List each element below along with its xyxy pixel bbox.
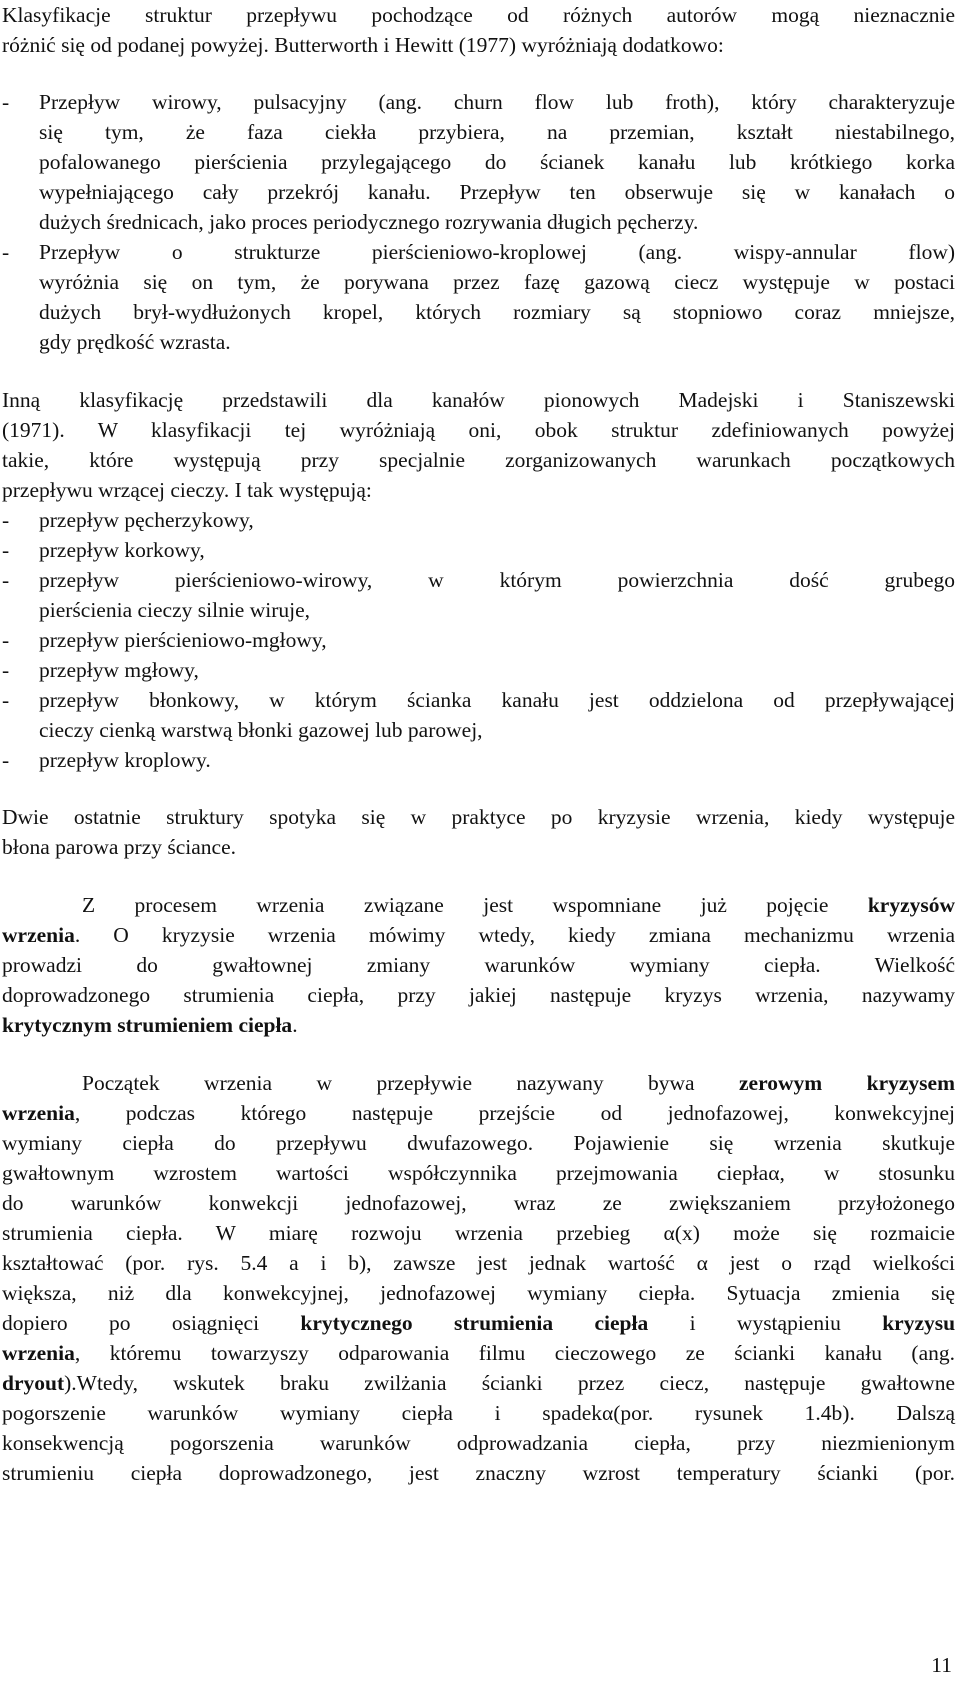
text-line: do warunków konwekcji jednofazowej, wraz ze zwiększaniem przyłożonego — [2, 1191, 955, 1215]
bold-term: krytycznego strumienia ciepła — [300, 1311, 649, 1335]
text-line: dużych brył-wydłużonych kropel, których rozmiary są stopniowo coraz mniejsze, — [39, 300, 955, 324]
bold-term: kryzysów — [867, 893, 956, 917]
text-line: Początek wrzenia w przepływie nazywany bywa zerowym kryzysem — [82, 1071, 955, 1095]
bold-term: kryzysu — [882, 1311, 956, 1335]
list-marker: - — [2, 90, 10, 114]
bold-term: krytycznym strumieniem ciepła — [2, 1013, 293, 1037]
list-item: pierścienia cieczy silnie wiruje, — [39, 598, 311, 622]
list-item: przepływ kroplowy. — [39, 748, 211, 772]
list-item: przepływ pierścieniowo-wirowy, w którym powierzchnia dość grubego — [39, 568, 955, 592]
bold-term: wrzenia — [2, 1101, 75, 1125]
text-line: kształtować (por. rys. 5.4 a i b), zawsze jest jednak wartość α jest o rząd wielkości — [2, 1251, 955, 1275]
text-line: Klasyfikacje struktur przepływu pochodzące od różnych autorów mogą nieznacznie — [2, 3, 955, 27]
text-line: błona parowa przy ściance. — [2, 835, 237, 859]
list-marker: - — [2, 508, 10, 532]
bold-term: zerowym kryzysem — [739, 1071, 955, 1095]
text-line: prowadzi do gwałtownej zmiany warunków wymiany ciepła. Wielkość — [2, 953, 955, 977]
bold-term: wrzenia — [2, 923, 75, 947]
text-line: gdy prędkość wzrasta. — [39, 330, 231, 354]
list-item: przepływ pęcherzykowy, — [39, 508, 254, 532]
list-marker: - — [2, 628, 10, 652]
list-marker: - — [2, 688, 10, 712]
text-line: Dwie ostatnie struktury spotyka się w praktyce po kryzysie wrzenia, kiedy występuje — [2, 805, 955, 829]
text-line: większa, niż dla konwekcyjnej, jednofazowej wymiany ciepła. Sytuacja zmienia się — [2, 1281, 955, 1305]
text-line: pofalowanego pierścienia przylegającego do ścianek kanału lub krótkiego korka — [39, 150, 955, 174]
bold-term: wrzenia — [2, 1341, 75, 1365]
list-item: cieczy cienką warstwą błonki gazowej lub parowej, — [39, 718, 483, 742]
text-line: strumienia ciepła. W miarę rozwoju wrzenia przebieg α(x) może się rozmaicie — [2, 1221, 955, 1245]
list-marker: - — [2, 240, 10, 264]
text-line: wypełniającego cały przekrój kanału. Przepływ ten obserwuje się w kanałach o — [39, 180, 955, 204]
text-line: się tym, że faza ciekła przybiera, na przemian, kształt niestabilnego, — [39, 120, 955, 144]
list-item: przepływ pierścieniowo-mgłowy, — [39, 628, 327, 652]
text-line: pogorszenie warunków wymiany ciepła i spadekα(por. rysunek 1.4b). Dalszą — [2, 1401, 955, 1425]
list-item: przepływ błonkowy, w którym ścianka kanału jest oddzielona od przepływającej — [39, 688, 955, 712]
list-marker: - — [2, 658, 10, 682]
list-marker: - — [2, 568, 10, 592]
list-item: przepływ korkowy, — [39, 538, 205, 562]
text-line: Przepływ wirowy, pulsacyjny (ang. churn flow lub froth), który charakteryzuje — [39, 90, 955, 114]
text-line: wrzenia. O kryzysie wrzenia mówimy wtedy, kiedy zmiana mechanizmu wrzenia — [2, 923, 955, 947]
text-line: Przepływ o strukturze pierścieniowo-kroplowej (ang. wispy-annular flow) — [39, 240, 955, 264]
text-line: krytycznym strumieniem ciepła. — [2, 1013, 298, 1037]
text-line: dużych średnicach, jako proces periodycznego rozrywania długich pęcherzy. — [39, 210, 699, 234]
text-line: konsekwencją pogorszenia warunków odprowadzania ciepła, przy niezmienionym — [2, 1431, 955, 1455]
bold-term: dryout — [2, 1371, 65, 1395]
text-line: wrzenia, któremu towarzyszy odparowania filmu cieczowego ze ścianki kanału (ang. — [2, 1341, 955, 1365]
text-line: gwałtownym wzrostem wartości współczynnika przejmowania ciepłaα, w stosunku — [2, 1161, 955, 1185]
text-line: dryout).Wtedy, wskutek braku zwilżania ścianki przez ciecz, następuje gwałtowne — [2, 1371, 955, 1395]
list-item: przepływ mgłowy, — [39, 658, 199, 682]
text-line: różnić się od podanej powyżej. Butterworth i Hewitt (1977) wyróżniają dodatkowo: — [2, 33, 724, 57]
text-line: przepływu wrzącej cieczy. I tak występują: — [2, 478, 372, 502]
text-line: strumieniu ciepła doprowadzonego, jest znaczny wzrost temperatury ścianki (por. — [2, 1461, 955, 1485]
text-line: wrzenia, podczas którego następuje przejście od jednofazowej, konwekcyjnej — [2, 1101, 955, 1125]
list-marker: - — [2, 538, 10, 562]
text-line: wyróżnia się on tym, że porywana przez fazę gazową ciecz występuje w postaci — [39, 270, 955, 294]
text-line: takie, które występują przy specjalnie zorganizowanych warunkach początkowych — [2, 448, 955, 472]
text-line: doprowadzonego strumienia ciepła, przy jakiej następuje kryzys wrzenia, nazywamy — [2, 983, 955, 1007]
text-line: Inną klasyfikację przedstawili dla kanałów pionowych Madejski i Staniszewski — [2, 388, 955, 412]
text-line: Z procesem wrzenia związane jest wspomniane już pojęcie kryzysów — [82, 893, 956, 917]
list-marker: - — [2, 748, 10, 772]
page-number: 11 — [931, 1653, 952, 1677]
text-line: dopiero po osiągnięci krytycznego strumienia ciepła i wystąpieniu kryzysu — [2, 1311, 956, 1335]
text-line: wymiany ciepła do przepływu dwufazowego. Pojawienie się wrzenia skutkuje — [2, 1131, 955, 1155]
text-line: (1971). W klasyfikacji tej wyróżniają oni, obok struktur zdefiniowanych powyżej — [2, 418, 955, 442]
